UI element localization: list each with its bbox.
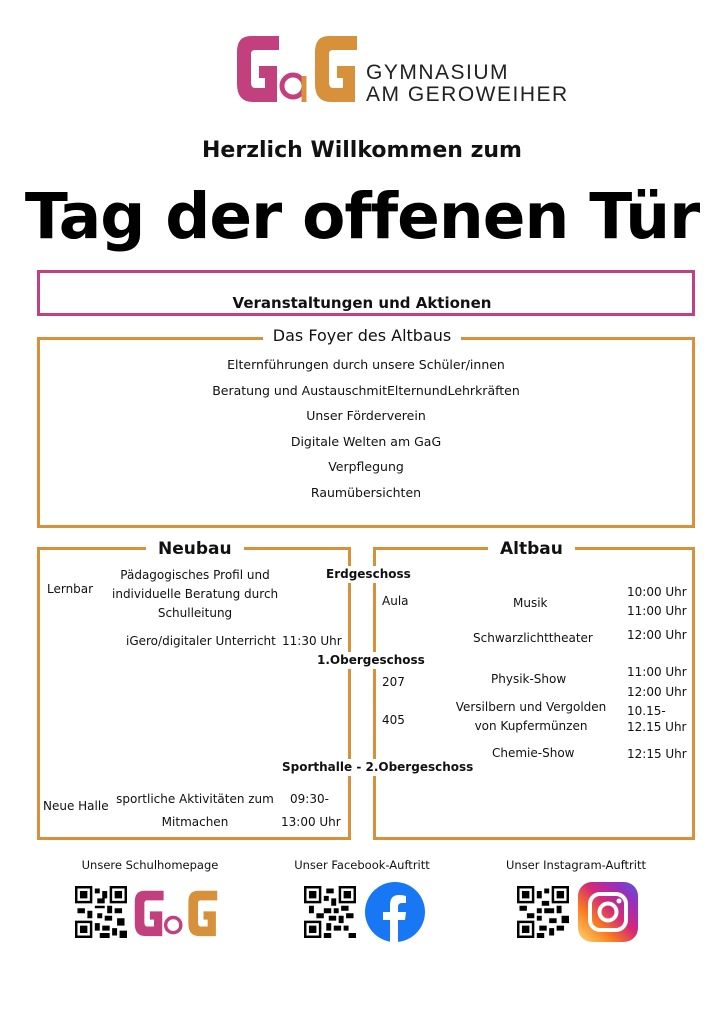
headline: Tag der offenen Tür bbox=[24, 180, 700, 253]
school-name-line1: GYMNASIUM bbox=[366, 61, 510, 84]
halle-event-line1: sportliche Aktivitäten zum bbox=[116, 792, 274, 806]
events-title: Veranstaltungen und Aktionen bbox=[232, 294, 492, 312]
halle-event bbox=[112, 791, 278, 831]
lernbar-event bbox=[112, 567, 278, 622]
lernbar-room: Lernbar bbox=[47, 582, 94, 596]
foyer-item: Elternführungen durch unsere Schüler/innen bbox=[227, 357, 505, 372]
chemie-time: 12:15 Uhr bbox=[627, 747, 687, 761]
igero-event: iGero/digitaler Unterricht bbox=[126, 634, 276, 648]
altbau-title: Altbau bbox=[488, 539, 575, 559]
chemie-event: Chemie-Show bbox=[492, 746, 575, 760]
schwarzlicht-time: 12:00 Uhr bbox=[627, 628, 687, 642]
versilbern-event-line1: Versilbern und Vergolden bbox=[455, 700, 607, 714]
foyer-item: Verpflegung bbox=[328, 459, 404, 474]
gag-small-logo bbox=[132, 882, 220, 942]
versilbern-time2: 12.15 Uhr bbox=[627, 720, 687, 734]
halle-time-line2: 13:00 Uhr bbox=[281, 815, 341, 829]
foyer-item: Beratung und AustauschmitElternundLehrkräften bbox=[212, 382, 520, 398]
musik-event: Musik bbox=[513, 596, 548, 610]
school-name-line2: AM GEROWEIHER bbox=[366, 83, 569, 106]
versilbern-event-line2: von Kupfermünzen bbox=[474, 719, 588, 733]
facebook-icon[interactable] bbox=[365, 882, 425, 942]
physik-time1: 11:00 Uhr bbox=[627, 665, 687, 679]
instagram-qr-code[interactable] bbox=[517, 886, 569, 938]
room-207: 207 bbox=[382, 675, 405, 689]
floor-sporthalle: Sporthalle - 2.Obergeschoss bbox=[276, 759, 479, 776]
igero-time: 11:30 Uhr bbox=[282, 634, 342, 648]
instagram-icon[interactable] bbox=[578, 882, 638, 942]
floor-obergeschoss1: 1.Obergeschoss bbox=[311, 652, 431, 669]
instagram-label: Unser Instagram-Auftritt bbox=[505, 858, 646, 872]
gag-logo bbox=[233, 26, 361, 108]
musik-time1: 10:00 Uhr bbox=[627, 585, 687, 599]
lernbar-event-line3: Schulleitung bbox=[157, 606, 233, 620]
floor-erdgeschoss: Erdgeschoss bbox=[320, 566, 417, 583]
physik-event: Physik-Show bbox=[491, 672, 567, 686]
room-405: 405 bbox=[382, 713, 405, 727]
physik-time2: 12:00 Uhr bbox=[627, 685, 687, 699]
foyer-list bbox=[37, 357, 695, 510]
homepage-qr-code[interactable] bbox=[75, 886, 127, 938]
facebook-label: Unser Facebook-Auftritt bbox=[294, 858, 430, 872]
lernbar-event-line1: Pädagogisches Profil und bbox=[120, 568, 270, 582]
halle-time bbox=[281, 791, 341, 831]
aula-room: Aula bbox=[382, 594, 409, 608]
school-name bbox=[366, 62, 569, 106]
halle-room: Neue Halle bbox=[43, 799, 109, 813]
lernbar-event-line2: individuelle Beratung durch bbox=[112, 587, 279, 601]
halle-time-line1: 09:30- bbox=[290, 792, 329, 806]
musik-time2: 11:00 Uhr bbox=[627, 604, 687, 618]
foyer-item: Raumübersichten bbox=[310, 484, 422, 500]
homepage-label: Unsere Schulhomepage bbox=[81, 858, 219, 872]
versilbern-event bbox=[455, 699, 607, 735]
versilbern-time1: 10.15- bbox=[627, 704, 666, 718]
facebook-qr-code[interactable] bbox=[304, 886, 356, 938]
foyer-item: Unser Förderverein bbox=[306, 408, 426, 423]
halle-event-line2: Mitmachen bbox=[161, 815, 229, 829]
schwarzlicht-event: Schwarzlichttheater bbox=[473, 631, 593, 645]
foyer-title bbox=[0, 326, 724, 345]
welcome-text: Herzlich Willkommen zum bbox=[202, 138, 522, 163]
foyer-item: Digitale Welten am GaG bbox=[290, 433, 442, 449]
foyer-title-text: Das Foyer des Altbaus bbox=[263, 326, 461, 345]
neubau-title: Neubau bbox=[146, 539, 244, 559]
